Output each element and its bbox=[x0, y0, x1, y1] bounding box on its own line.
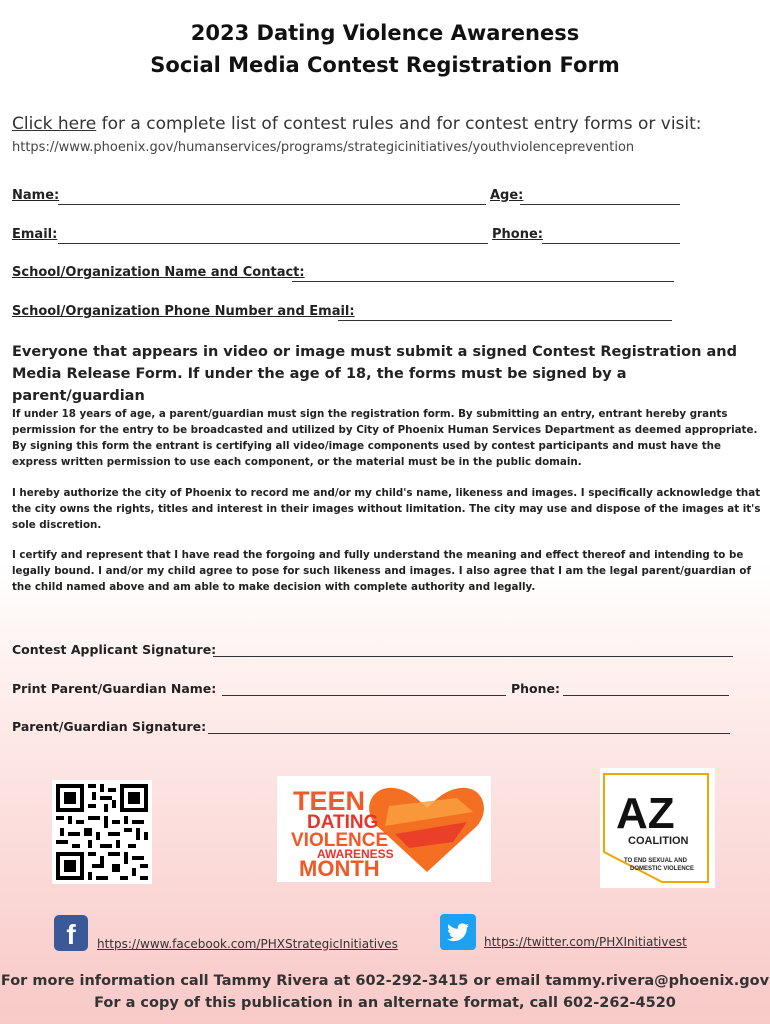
name-field[interactable] bbox=[58, 204, 486, 205]
coalition-text: COALITION bbox=[628, 835, 689, 847]
month-word: MONTH bbox=[299, 856, 380, 881]
page-title-line1: 2023 Dating Violence Awareness bbox=[190, 21, 580, 45]
parent-phone-field[interactable] bbox=[563, 695, 729, 696]
az-coalition-logo bbox=[600, 768, 715, 888]
phone-label: Phone: bbox=[492, 227, 543, 242]
parent-name-field[interactable] bbox=[222, 695, 506, 696]
az-sub-line2: DOMESTIC VIOLENCE bbox=[630, 866, 695, 872]
age-field[interactable] bbox=[520, 204, 680, 205]
intro-text bbox=[12, 114, 702, 134]
teen-dating-violence-logo bbox=[277, 776, 491, 882]
age-label: Age: bbox=[490, 188, 524, 203]
intro-sentence: for a complete list of contest rules and for contest entry forms or visit: bbox=[96, 114, 702, 134]
dating-word: DATING bbox=[307, 812, 379, 833]
parent-signature-field[interactable] bbox=[208, 733, 730, 734]
parent-signature-label: Parent/Guardian Signature: bbox=[12, 719, 207, 734]
applicant-signature-field[interactable] bbox=[213, 656, 733, 657]
school-phone-email-label: School/Organization Phone Number and Email: bbox=[12, 304, 355, 319]
parent-phone-label: Phone: bbox=[511, 681, 561, 696]
qr-code[interactable] bbox=[52, 780, 152, 884]
school-contact-field[interactable] bbox=[292, 281, 674, 282]
authorization-paragraph: I hereby authorize the city of Phoenix to record me and/or my child's name, likeness and images. I specifically acknowledge that the city owns the rights, titles and interest in their images without limitation. The city may use and dispose of the images at it's sole discretion. bbox=[12, 487, 761, 531]
footer-alternate-format: For a copy of this publication in an alternate format, call 602-262-4520 bbox=[94, 995, 676, 1011]
facebook-link[interactable]: https://www.facebook.com/PHXStrategicInitiatives bbox=[97, 937, 398, 951]
program-url: https://www.phoenix.gov/humanservices/programs/strategicinitiatives/youthviolenceprevention bbox=[12, 140, 635, 155]
facebook-icon[interactable]: f bbox=[54, 915, 88, 951]
guardian-paragraph: If under 18 years of age, a parent/guardian must sign the registration form. By submitting an entry, entrant hereby grants permission for the entry to be broadcasted and utilized by City of Phoenix Human Services Department as deemed appropriate. By signing this form the entrant is certifying all video/image components used by contest participants and must have the express written permission to use each component, or the material must be in the public domain. bbox=[12, 408, 758, 468]
teen-word: TEEN bbox=[293, 786, 366, 816]
az-text: AZ bbox=[616, 789, 675, 838]
page-title-line2: Social Media Contest Registration Form bbox=[150, 53, 620, 77]
applicant-signature-label: Contest Applicant Signature: bbox=[12, 642, 217, 657]
certification-paragraph: I certify and represent that I have read the forgoing and fully understand the meaning and effect thereof and intending to be legally bound. I and/or my child agree to pose for such likeness and images. I also agree that I am the legal parent/guardian of the child named above and am able to make decision with complete authority and legally. bbox=[12, 549, 751, 593]
az-sub-line1: TO END SEXUAL AND bbox=[624, 858, 687, 864]
parent-name-label: Print Parent/Guardian Name: bbox=[12, 681, 217, 696]
school-contact-label: School/Organization Name and Contact: bbox=[12, 265, 305, 280]
phone-field[interactable] bbox=[542, 243, 680, 244]
awareness-word: AWARENESS bbox=[317, 847, 394, 861]
twitter-link[interactable]: https://twitter.com/PHXInitiativest bbox=[484, 935, 687, 949]
name-label: Name: bbox=[12, 188, 60, 203]
release-notice: Everyone that appears in video or image must submit a signed Contest Registration and Media Release Form. If under the age of 18, the forms must be signed by a parent/guardian bbox=[12, 344, 737, 404]
footer-contact: For more information call Tammy Rivera at 602-292-3415 or email tammy.rivera@phoenix.gov bbox=[0, 973, 770, 989]
violence-word: VIOLENCE bbox=[291, 830, 389, 851]
email-label: Email: bbox=[12, 227, 58, 242]
twitter-icon[interactable] bbox=[440, 914, 476, 950]
email-field[interactable] bbox=[58, 243, 488, 244]
school-phone-email-field[interactable] bbox=[338, 320, 672, 321]
rules-link[interactable]: Click here bbox=[12, 114, 97, 134]
